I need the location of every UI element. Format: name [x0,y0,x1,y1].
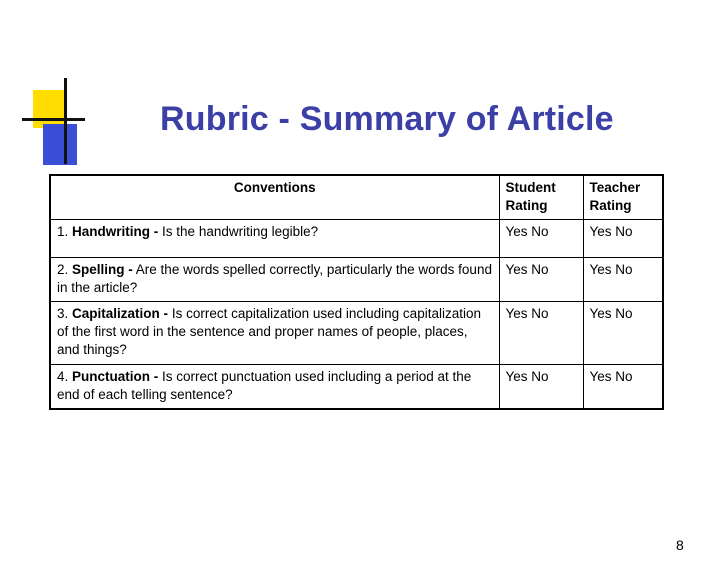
teacher-rating-cell: Yes No [583,302,663,365]
table-row [50,220,663,258]
page-number: 8 [676,537,684,553]
criterion-name: Punctuation - [72,369,159,384]
criterion-description: Is the handwriting legible? [162,224,319,239]
header-student-rating: Student Rating [499,175,583,220]
criterion-number: 1. [57,224,69,239]
criterion-cell [50,302,499,365]
decorative-vertical-line [64,78,67,164]
header-conventions: Conventions [50,175,499,220]
criterion-cell [50,258,499,302]
table-row [50,258,663,302]
header-teacher-rating: Teacher Rating [583,175,663,220]
student-rating-cell: Yes No [499,365,583,410]
slide-title: Rubric - Summary of Article [160,100,614,138]
decorative-yellow-square [33,90,67,128]
rubric-table [49,174,664,410]
criterion-number: 3. [57,306,69,321]
criterion-cell [50,220,499,258]
table-row [50,365,663,410]
table-row [50,302,663,365]
criterion-name: Capitalization - [72,306,169,321]
student-rating-cell: Yes No [499,258,583,302]
student-rating-cell: Yes No [499,302,583,365]
criterion-cell [50,365,499,410]
teacher-rating-cell: Yes No [583,365,663,410]
table-header-row [50,175,663,220]
decorative-horizontal-line [22,118,85,121]
teacher-rating-cell: Yes No [583,220,663,258]
criterion-number: 4. [57,369,69,384]
student-rating-cell: Yes No [499,220,583,258]
criterion-description: Are the words spelled correctly, particularly the words found in the article? [57,262,492,295]
criterion-description: Is correct punctuation used including a period at the end of each telling sentence? [57,369,472,402]
criterion-number: 2. [57,262,69,277]
teacher-rating-cell: Yes No [583,258,663,302]
criterion-name: Spelling - [72,262,133,277]
criterion-description: Is correct capitalization used including capitalization of the first word in the sentence and proper names of people, places, and things? [57,306,481,357]
decorative-blue-square [43,124,77,165]
criterion-name: Handwriting - [72,224,159,239]
